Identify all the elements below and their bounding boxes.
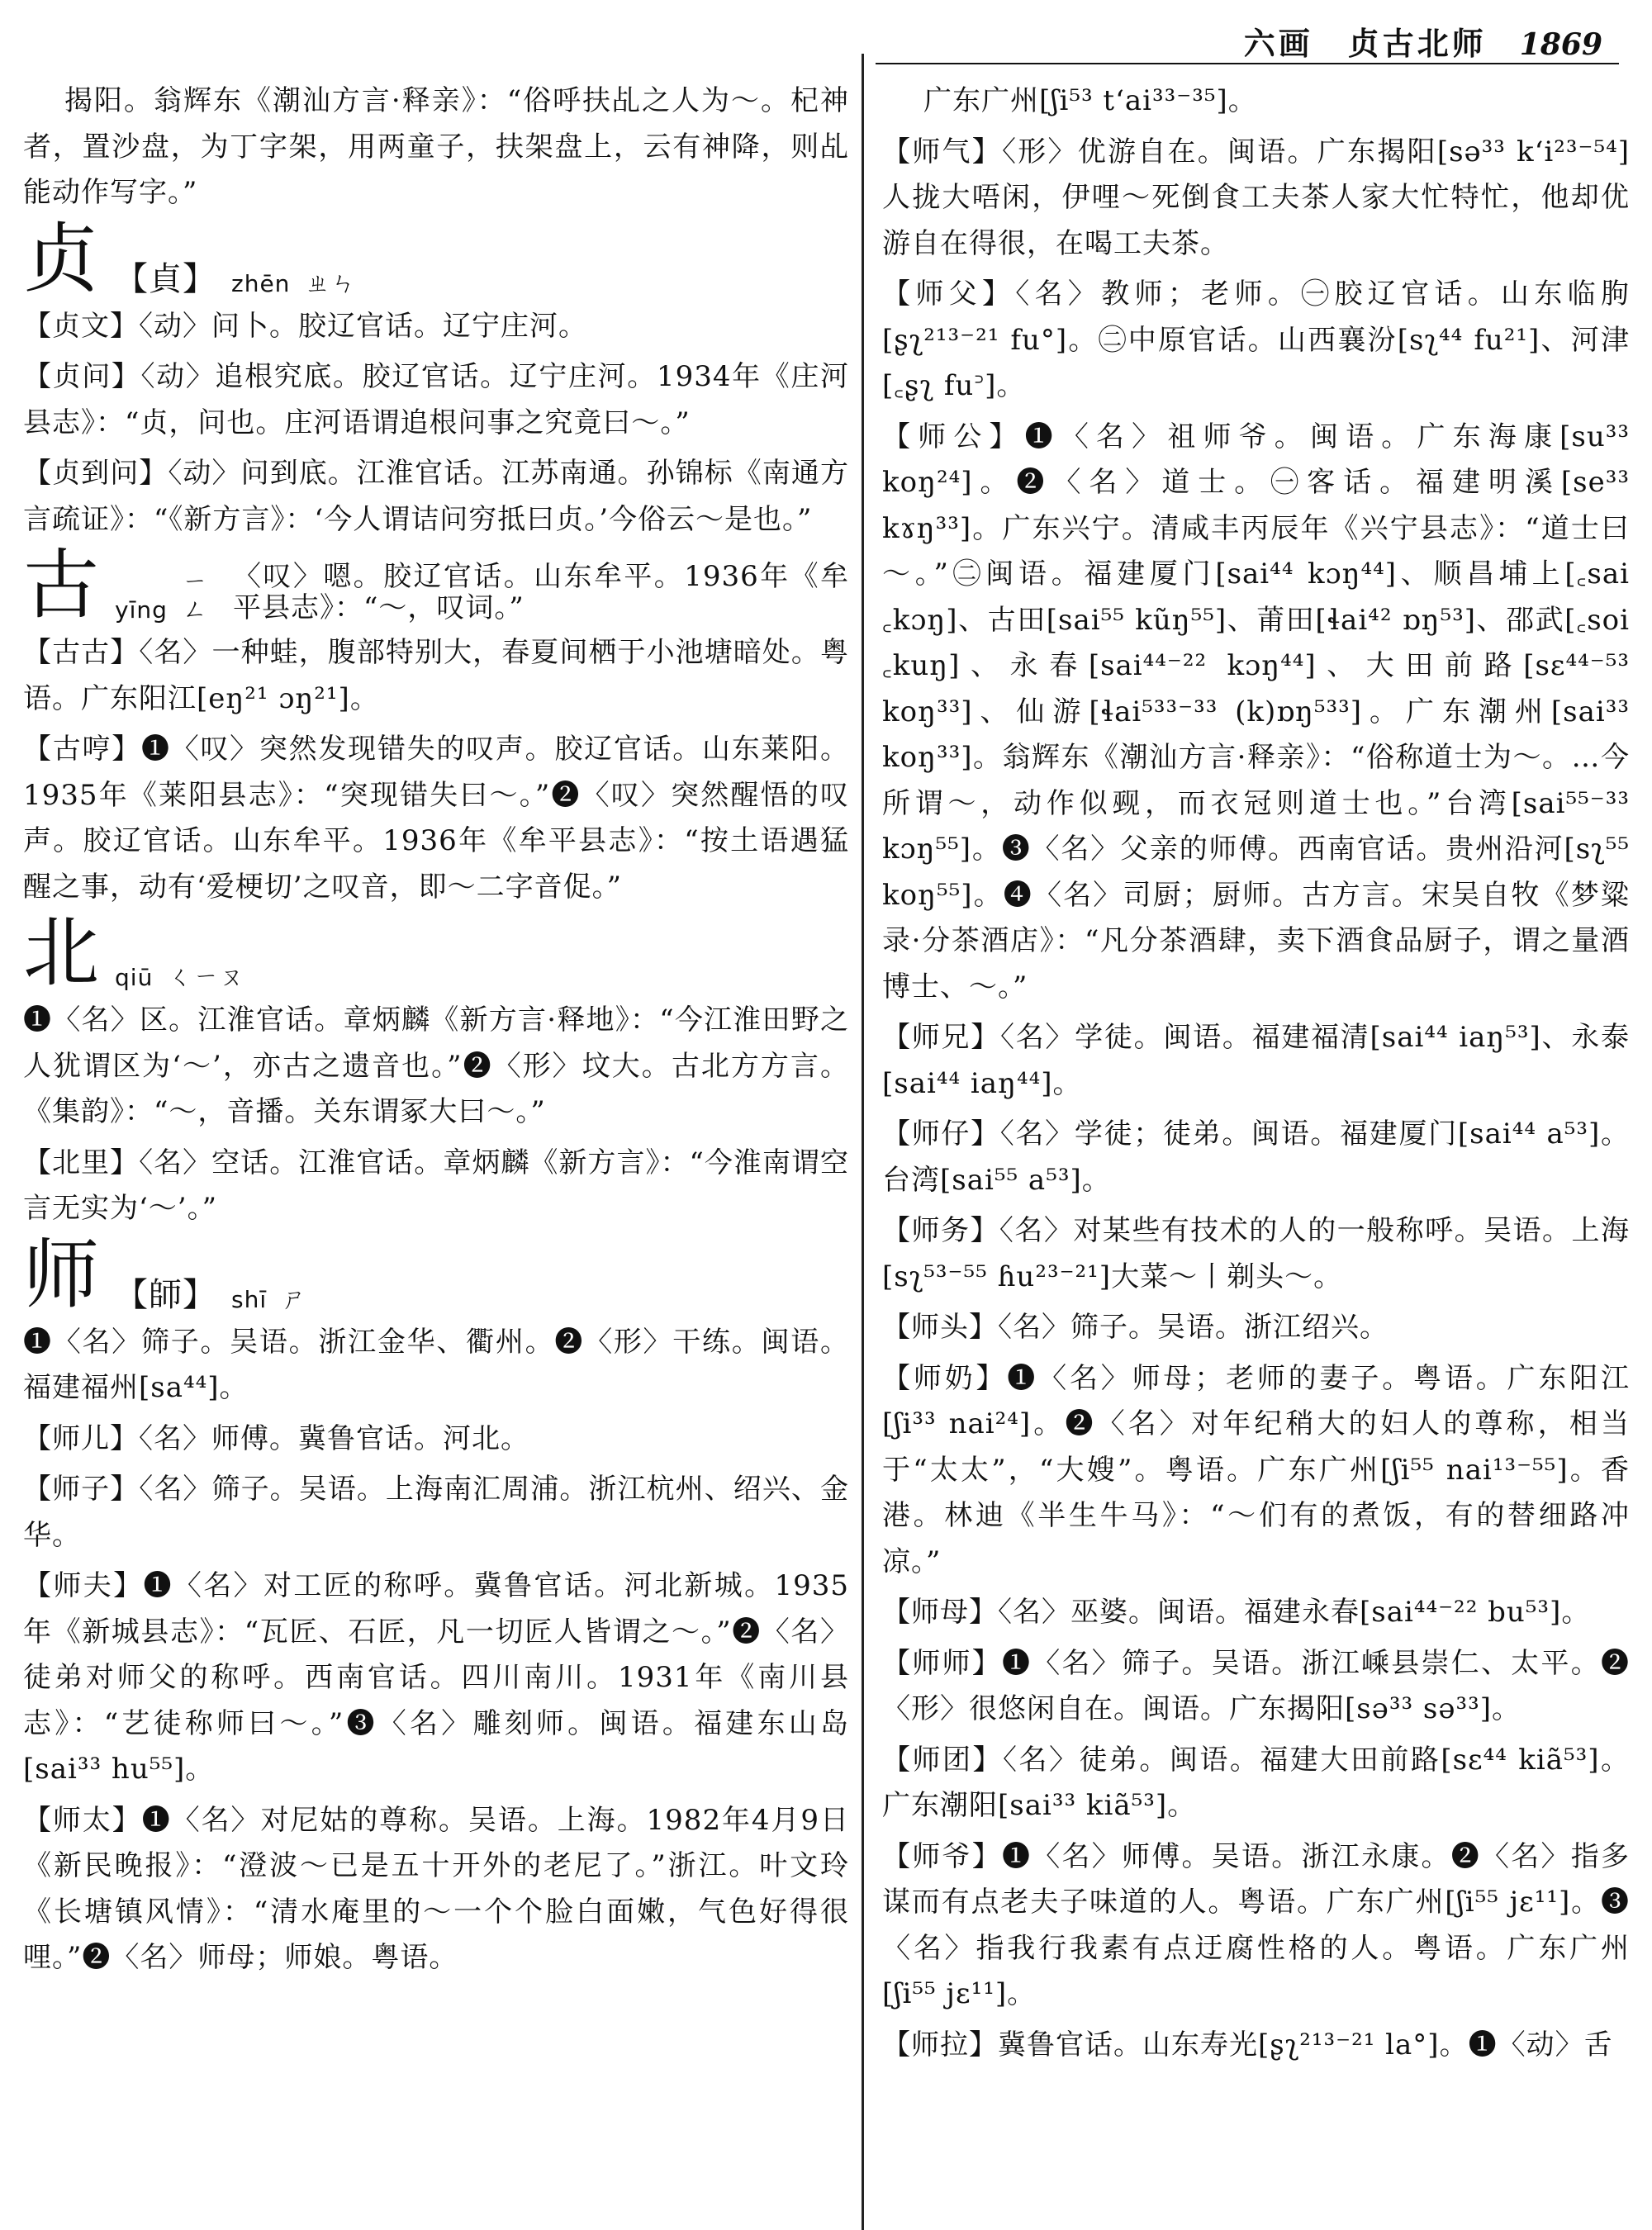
headword-definition: ❶〈名〉区。江淮官话。章炳麟《新方言·释地》：“今江淮田野之人犹谓区为‘～’，亦古之遗音也。”❷〈形〉坟大。古北方方言。《集韵》：“～，音播。关东谓冢大曰～。” (23, 1004, 849, 1128)
pinyin: yīng (115, 596, 168, 624)
pinyin: shī (231, 1285, 268, 1313)
headword-bei (23, 909, 849, 997)
dictionary-entry: 【师师】❶〈名〉筛子。吴语。浙江嵊县崇仁、太平。❷〈形〉很悠闲自在。闽语。广东揭阳[sə³³ sə³³]。 (882, 1646, 1630, 1725)
dictionary-entry: 【古哼】❶〈叹〉突然发现错失的叹声。胶辽官话。山东莱阳。1935年《莱阳县志》：“突现错失曰～。”❷〈叹〉突然醒悟的叹声。胶辽官话。山东牟平。1936年《牟平县志》：“按土语遇猛醒之事，动有‘爱梗切’之叹音，即～二字音促。” (23, 733, 849, 904)
header-rule (876, 63, 1619, 64)
column-divider (862, 54, 864, 2230)
dictionary-entry: 【师公】❶〈名〉祖师爷。闽语。广东海康[su³³ koŋ²⁴]。❷〈名〉道士。㊀客话。福建明溪[se³³ kɤŋ³³]。广东兴宁。清咸丰丙辰年《兴宁县志》：“道士曰～。”㊁闽语。福建厦门[sai⁴⁴ kɔŋ⁴⁴]、顺昌埔上[꜀sai ꜀kɔŋ]、古田[sai⁵⁵ kũŋ⁵⁵]、莆田[ɬai⁴² ɒŋ⁵³]、邵武[꜀soi ꜀kuŋ]、永春[sai⁴⁴⁻²² kɔŋ⁴⁴]、大田前路[sɛ⁴⁴⁻⁵³ koŋ³³]、仙游[ɬai⁵³³⁻³³ (k)ɒŋ⁵³³]。广东潮州[sai³³ koŋ³³]。翁辉东《潮汕方言·释亲》：“俗称道士为～。…今所谓～，动作似觋，而衣冠则道士也。”台湾[sai⁵⁵⁻³³ kɔŋ⁵⁵]。❸〈名〉父亲的师傅。西南官话。贵州沿河[sʅ⁵⁵ koŋ⁵⁵]。❹〈名〉司厨；厨师。古方言。宋吴自牧《梦粱录·分茶酒店》：“凡分茶酒肆，卖下酒食品厨子，谓之量酒博士、～。” (882, 420, 1630, 1004)
right-column (882, 78, 1630, 2222)
left-column (23, 78, 849, 2222)
pinyin: qiū (115, 964, 154, 992)
dictionary-entry: 【师兄】〈名〉学徒。闽语。福建福清[sai⁴⁴ iaŋ⁵³]、永泰[sai⁴⁴ iaŋ⁴⁴]。 (882, 1021, 1630, 1100)
dictionary-entry: 【师务】〈名〉对某些有技术的人的一般称呼。吴语。上海[sʅ⁵³⁻⁵⁵ ɦu²³⁻²¹]大菜～丨剃头～。 (882, 1214, 1630, 1293)
dictionary-entry: 【师儿】〈名〉师傅。冀鲁官话。河北。 (23, 1421, 529, 1455)
dictionary-entry: 【师母】〈名〉巫婆。闽语。福建永春[sai⁴⁴⁻²² bu⁵³]。 (882, 1596, 1591, 1629)
headword-char: 古 (23, 541, 101, 629)
dictionary-entry: 【师夫】❶〈名〉对工匠的称呼。冀鲁官话。河北新城。1935年《新城县志》：“瓦匠、石匠，凡一切匠人皆谓之～。”❷〈名〉徒弟对师父的称呼。西南官话。四川南川。1931年《南川县志》：“艺徒称师曰～。”❸〈名〉雕刻师。闽语。福建东山岛[sai³³ hu⁵⁵]。 (23, 1569, 849, 1786)
headword-definition: ❶〈名〉筛子。吴语。浙江金华、衢州。❷〈形〉干练。闽语。福建福州[sa⁴⁴]。 (23, 1325, 849, 1404)
header-section-title: 六画 贞古北师 (1243, 25, 1487, 62)
headword-char: 贞 (23, 214, 101, 303)
zhuyin: ㄓㄣ (305, 268, 357, 298)
dictionary-entry: 【贞问】〈动〉追根究底。胶辽官话。辽宁庄河。1934年《庄河县志》：“贞，问也。庄河语谓追根问事之究竟曰～。” (23, 360, 849, 439)
headword-char: 师 (23, 1230, 101, 1319)
dictionary-entry: 【师气】〈形〉优游自在。闽语。广东揭阳[sə³³ kʻi²³⁻⁵⁴]人拢大唔闲，伊哩～死倒食工夫茶人家大忙特忙，他却优游自在得很，在喝工夫茶。 (882, 135, 1630, 260)
continued-entry: 广东广州[ʃi⁵³ tʻai³³⁻³⁵]。 (923, 84, 1257, 117)
traditional-form: 【貞】 (115, 259, 217, 298)
dictionary-entry: 【贞文】〈动〉问卜。胶辽官话。辽宁庄河。 (23, 309, 587, 343)
dictionary-entry: 【师头】〈名〉筛子。吴语。浙江绍兴。 (882, 1311, 1389, 1344)
headword-zhen (23, 214, 849, 303)
zhuyin: ㄑㄧㄡ (168, 963, 245, 992)
headword-gu (23, 541, 849, 629)
dictionary-entry: 【师拉】冀鲁官话。山东寿光[ʂʅ²¹³⁻²¹ la°]。❶〈动〉舌 (882, 2028, 1613, 2062)
dictionary-entry: 【北里】〈名〉空话。江淮官话。章炳麟《新方言》：“今淮南谓空言无实为‘～’。” (23, 1146, 849, 1225)
dictionary-entry: 【师奶】❶〈名〉师母；老师的妻子。粤语。广东阳江[ʃi³³ nai²⁴]。❷〈名〉对年纪稍大的妇人的尊称，相当于“太太”，“大嫂”。粤语。广东广州[ʃi⁵⁵ nai¹³⁻⁵⁵]。香港。林迪《半生牛马》：“～们有的煮饭，有的替细路冲凉。” (882, 1361, 1630, 1578)
running-header (991, 18, 1602, 64)
headword-shi (23, 1230, 849, 1319)
headword-definition: 〈叹〉嗯。胶辽官话。山东牟平。1936年《牟平县志》：“～，叹词。” (232, 560, 849, 624)
dictionary-entry: 【古古】〈名〉一种蛙，腹部特别大，春夏间栖于小池塘暗处。粤语。广东阳江[eŋ²¹ ɔŋ²¹]。 (23, 636, 849, 715)
dictionary-entry: 【师子】〈名〉筛子。吴语。上海南汇周浦。浙江杭州、绍兴、金华。 (23, 1473, 849, 1552)
dictionary-entry: 【师团】〈名〉徒弟。闽语。福建大田前路[sɛ⁴⁴ kiã⁵³]。广东潮阳[sai³³ kiã⁵³]。 (882, 1743, 1630, 1822)
dictionary-entry: 【师太】❶〈名〉对尼姑的尊称。吴语。上海。1982年4月9日《新民晚报》：“澄波～已是五十开外的老尼了。”浙江。叶文玲《长塘镇风情》：“清水庵里的～一个个脸白面嫩，气色好得很哩。”❷〈名〉师母；师娘。粤语。 (23, 1803, 849, 1974)
dictionary-entry: 【师父】〈名〉教师；老师。㊀胶辽官话。山东临朐[ʂʅ²¹³⁻²¹ fu°]。㊁中原官话。山西襄汾[sʅ⁴⁴ fu²¹]、河津[꜀ʂʅ fu꜄]。 (882, 278, 1630, 402)
dictionary-entry: 【师仔】〈名〉学徒；徒弟。闽语。福建厦门[sai⁴⁴ a⁵³]。台湾[sai⁵⁵ a⁵³]。 (882, 1117, 1630, 1197)
dictionary-entry: 【师爷】❶〈名〉师傅。吴语。浙江永康。❷〈名〉指多谋而有点老夫子味道的人。粤语。广东广州[ʃi⁵⁵ jɛ¹¹]。❸〈名〉指我行我素有点迂腐性格的人。粤语。广东广州[ʃi⁵⁵ jɛ¹¹]。 (882, 1839, 1630, 2010)
dictionary-entry: 【贞到问】〈动〉问到底。江淮官话。江苏南通。孙锦标《南通方言疏证》：“《新方言》：‘今人谓诘问穷抵曰贞。’今俗云～是也。” (23, 457, 849, 536)
zhuyin: ㄕ (282, 1284, 308, 1314)
continued-entry: 揭阳。翁辉东《潮汕方言·释亲》：“俗呼扶乩之人为～。杞神者，置沙盘，为丁字架，用两童子，扶架盘上，云有神降，则乩能动作写字。” (23, 84, 849, 209)
pinyin: zhēn (231, 269, 291, 297)
headword-char: 北 (23, 909, 101, 997)
traditional-form: 【師】 (115, 1275, 217, 1314)
page-number: 1869 (1519, 27, 1602, 62)
zhuyin: ㄧㄥ (182, 568, 208, 624)
